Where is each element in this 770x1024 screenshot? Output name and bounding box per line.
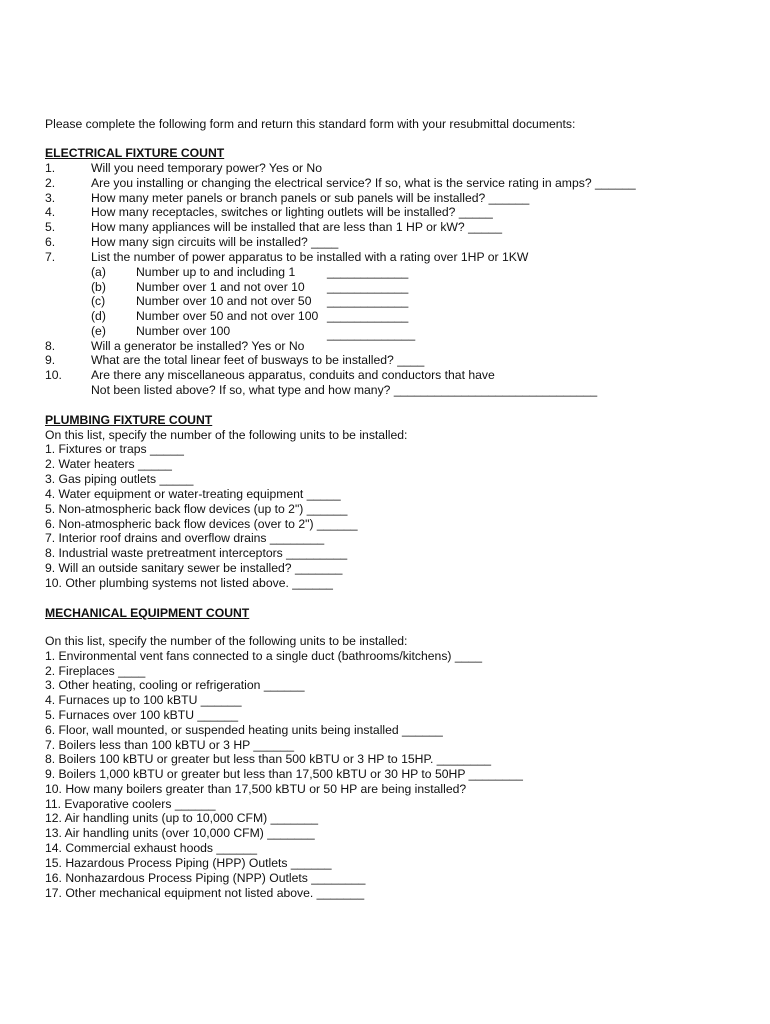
plumbing-item: 9. Will an outside sanitary sewer be installed? _______ xyxy=(45,561,343,575)
plumbing-item: 6. Non-atmospheric back flow devices (over to 2") ______ xyxy=(45,517,358,531)
subitem-text: Number up to and including 1 xyxy=(136,265,296,279)
mechanical-item: 3. Other heating, cooling or refrigeration ______ xyxy=(45,678,305,692)
subitem-letter: (d) xyxy=(91,309,106,323)
mechanical-intro: On this list, specify the number of the following units to be installed: xyxy=(45,634,408,648)
item-text: How many appliances will be installed that are less than 1 HP or kW? _____ xyxy=(91,220,502,234)
subitem-text: Number over 10 and not over 50 xyxy=(136,294,312,308)
item-text: List the number of power apparatus to be installed with a rating over 1HP or 1KW xyxy=(91,250,529,264)
mechanical-item: 12. Air handling units (up to 10,000 CFM) _______ xyxy=(45,811,319,825)
subitem-blank: ____________ xyxy=(327,265,409,279)
item-number: 5. xyxy=(45,220,56,234)
mechanical-item: 2. Fireplaces ____ xyxy=(45,664,146,678)
electrical-item-continuation xyxy=(0,383,770,398)
plumbing-item: 2. Water heaters _____ xyxy=(45,457,172,471)
mechanical-item: 17. Other mechanical equipment not listed above. _______ xyxy=(45,886,365,900)
item-number: 8. xyxy=(45,339,56,353)
plumbing-heading: PLUMBING FIXTURE COUNT xyxy=(45,413,213,427)
plumbing-intro: On this list, specify the number of the following units to be installed: xyxy=(45,428,408,442)
item-text: How many sign circuits will be installed? ____ xyxy=(91,235,339,249)
electrical-item xyxy=(0,368,770,383)
mechanical-item: 10. How many boilers greater than 17,500 kBTU or 50 HP are being installed? xyxy=(45,782,467,796)
item-number: 10. xyxy=(45,368,62,382)
item-text: What are the total linear feet of busways to be installed? ____ xyxy=(91,353,425,367)
plumbing-item: 5. Non-atmospheric back flow devices (up to 2") ______ xyxy=(45,502,348,516)
item-number: 2. xyxy=(45,176,56,190)
mechanical-item: 6. Floor, wall mounted, or suspended heating units being installed ______ xyxy=(45,723,443,737)
mechanical-item: 8. Boilers 100 kBTU or greater but less than 500 kBTU or 3 HP to 15HP. ________ xyxy=(45,752,492,766)
electrical-item xyxy=(0,191,770,206)
item-number: 6. xyxy=(45,235,56,249)
subitem-blank: ____________ xyxy=(327,280,409,294)
subitem-text: Number over 50 and not over 100 xyxy=(136,309,319,323)
plumbing-item: 4. Water equipment or water-treating equipment _____ xyxy=(45,487,341,501)
item-text: How many receptacles, switches or lighting outlets will be installed? _____ xyxy=(91,205,493,219)
mechanical-item: 16. Nonhazardous Process Piping (NPP) Outlets ________ xyxy=(45,871,366,885)
subitem-blank: ____________ xyxy=(327,309,409,323)
item-number: 1. xyxy=(45,161,56,175)
plumbing-item: 10. Other plumbing systems not listed above. ______ xyxy=(45,576,333,590)
item-text: Are there any miscellaneous apparatus, conduits and conductors that have xyxy=(91,368,495,382)
electrical-item xyxy=(0,176,770,191)
item-text: Are you installing or changing the electrical service? If so, what is the service rating in amps? ______ xyxy=(91,176,636,190)
mechanical-item: 9. Boilers 1,000 kBTU or greater but less than 17,500 kBTU or 30 HP to 50HP ________ xyxy=(45,767,523,781)
item-number: 4. xyxy=(45,205,56,219)
mechanical-item: 15. Hazardous Process Piping (HPP) Outlets ______ xyxy=(45,856,332,870)
item-text: Not been listed above? If so, what type and how many? ______________________________ xyxy=(91,383,598,397)
intro-text: Please complete the following form and return this standard form with your resubmittal documents: xyxy=(45,117,576,131)
electrical-item xyxy=(0,353,770,368)
mechanical-item: 13. Air handling units (over 10,000 CFM) _______ xyxy=(45,826,315,840)
mechanical-item: 14. Commercial exhaust hoods ______ xyxy=(45,841,258,855)
item-text: Will you need temporary power? Yes or No xyxy=(91,161,323,175)
subitem-letter: (c) xyxy=(91,294,106,308)
item-text: How many meter panels or branch panels or sub panels will be installed? ______ xyxy=(91,191,530,205)
mechanical-item: 7. Boilers less than 100 kBTU or 3 HP ______ xyxy=(45,738,295,752)
subitem-text: Number over 100 xyxy=(136,324,231,338)
electrical-subitem xyxy=(0,265,770,280)
subitem-letter: (e) xyxy=(91,324,106,338)
electrical-item xyxy=(0,235,770,250)
subitem-letter: (b) xyxy=(91,280,106,294)
mechanical-item: 11. Evaporative coolers ______ xyxy=(45,797,216,811)
mechanical-heading: MECHANICAL EQUIPMENT COUNT xyxy=(45,606,250,620)
subitem-blank: ____________ xyxy=(327,294,409,308)
item-text: Will a generator be installed? Yes or No xyxy=(91,339,305,353)
subitem-text: Number over 1 and not over 10 xyxy=(136,280,305,294)
electrical-subitem xyxy=(0,309,770,324)
plumbing-item: 8. Industrial waste pretreatment interceptors _________ xyxy=(45,546,348,560)
mechanical-item: 1. Environmental vent fans connected to a single duct (bathrooms/kitchens) ____ xyxy=(45,649,482,663)
electrical-item xyxy=(0,161,770,176)
plumbing-item: 7. Interior roof drains and overflow drains ________ xyxy=(45,531,325,545)
electrical-subitem xyxy=(0,280,770,295)
item-number: 7. xyxy=(45,250,56,264)
item-number: 9. xyxy=(45,353,56,367)
electrical-item xyxy=(0,339,770,354)
subitem-blank: _____________ xyxy=(327,327,416,341)
mechanical-item: 5. Furnaces over 100 kBTU ______ xyxy=(45,708,239,722)
electrical-subitem xyxy=(0,324,770,339)
plumbing-item: 1. Fixtures or traps _____ xyxy=(45,442,184,456)
electrical-subitem xyxy=(0,294,770,309)
plumbing-item: 3. Gas piping outlets _____ xyxy=(45,472,194,486)
electrical-item xyxy=(0,205,770,220)
subitem-letter: (a) xyxy=(91,265,106,279)
mechanical-item: 4. Furnaces up to 100 kBTU ______ xyxy=(45,693,242,707)
electrical-item xyxy=(0,220,770,235)
item-number: 3. xyxy=(45,191,56,205)
electrical-item xyxy=(0,250,770,265)
electrical-heading: ELECTRICAL FIXTURE COUNT xyxy=(45,146,225,160)
